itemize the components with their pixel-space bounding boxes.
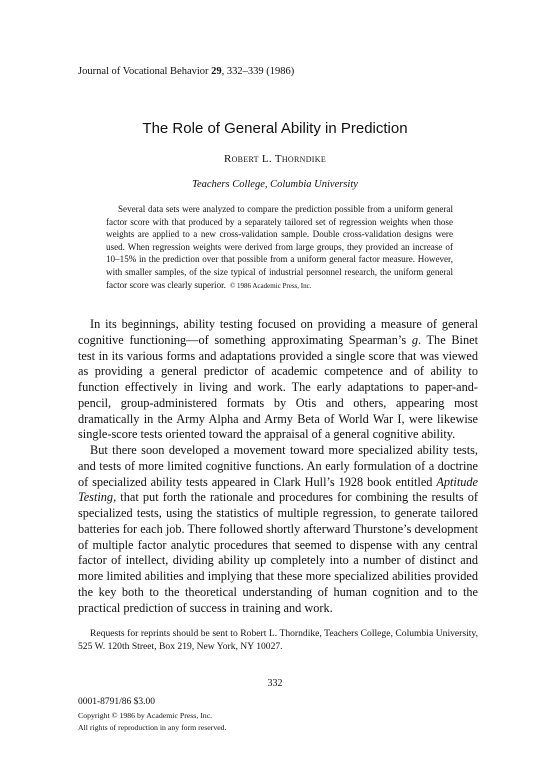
abstract-text: Several data sets were analyzed to compare the prediction possible from a uniform general factor score with that produced by a separately tailored set of regression weights when those weights are applied to a new cross-validation sample. Double cross-validation designs were used. When regression weights were derived from large groups, they provided an increase of 10–15% in the prediction over that possible from a uniform general factor measure. However, with smaller samples, of the size typical of industrial personnel research, the uniform general factor score was clearly superior. [106,204,453,290]
article-title: The Role of General Ability in Prediction [142,120,408,137]
body-paragraph [78,317,478,443]
body-text [78,317,478,616]
abstract [106,203,453,292]
journal-citation-prefix: Journal of Vocational Behavior [78,66,212,77]
journal-citation-suffix: , 332–339 (1986) [221,66,295,77]
page-number: 332 [267,678,283,689]
author-first-smallcaps: obert [231,153,259,165]
paragraph-2-rest: , that put forth the rationale and procedures for combining the results of specialized tests, using the statistics of multiple regression, to generate tailored batteries for each job. There followed shortly afterward Thurstone’s development of multiple factor analytic procedures that seemed to dispense with any central factor of intellect, dividing ability up completely into a number of distinct and more limited abilities and implying that these more specialized abilities provided the key both to the theoretical understanding of human cognition and to the practical prediction of success in training and work. [78,490,478,615]
paragraph-1-text: In its beginnings, ability testing focused on providing a measure of general cognitive functioning—of something approximating Spearman’s [78,317,478,347]
paragraph-2-text: But there soon developed a movement toward more specialized ability tests, and tests of more limited cognitive functions. An early formulation of a doctrine of specialized ability tests appeared in Clark Hull’s 1928 book entitled [78,443,478,489]
author-affiliation: Teachers College, Columbia University [192,179,358,190]
author-middle: L. T [258,153,282,165]
paragraph-1-rest: . The Binet test in its various forms and adaptations provided a single score that was viewed as providing a general predictor of academic competence and of ability to function effectively in living and work. The early adaptations to paper-and-pencil, group-administered formats by Otis and others, appearing most dramatically in the Army Alpha and Army Beta of World War I, were likewise single-score tests oriented toward the appraisal of a general cognitive ability. [78,332,478,442]
author-initial-first: R [223,153,232,165]
issn-price: 0001-8791/86 $3.00 [78,697,156,707]
book-title: Aptitude Testing [78,474,478,505]
body-paragraph [78,443,478,616]
author-last-smallcaps: horndike [281,153,327,165]
rights-line: All rights of reproduction in any form reserved. [78,723,227,732]
copyright-line: Copyright © 1986 by Academic Press, Inc. [78,711,213,720]
journal-citation [78,66,294,77]
journal-volume: 29 [211,66,222,77]
spearman-g: g [411,332,418,347]
abstract-copyright: © 1986 Academic Press, Inc. [229,281,312,290]
article-author [0,153,550,165]
reprint-footnote: Requests for reprints should be sent to Robert L. Thorndike, Teachers College, Columbia University, 525 W. 120th Street, Box 219, New York, NY 10027. [78,628,478,652]
